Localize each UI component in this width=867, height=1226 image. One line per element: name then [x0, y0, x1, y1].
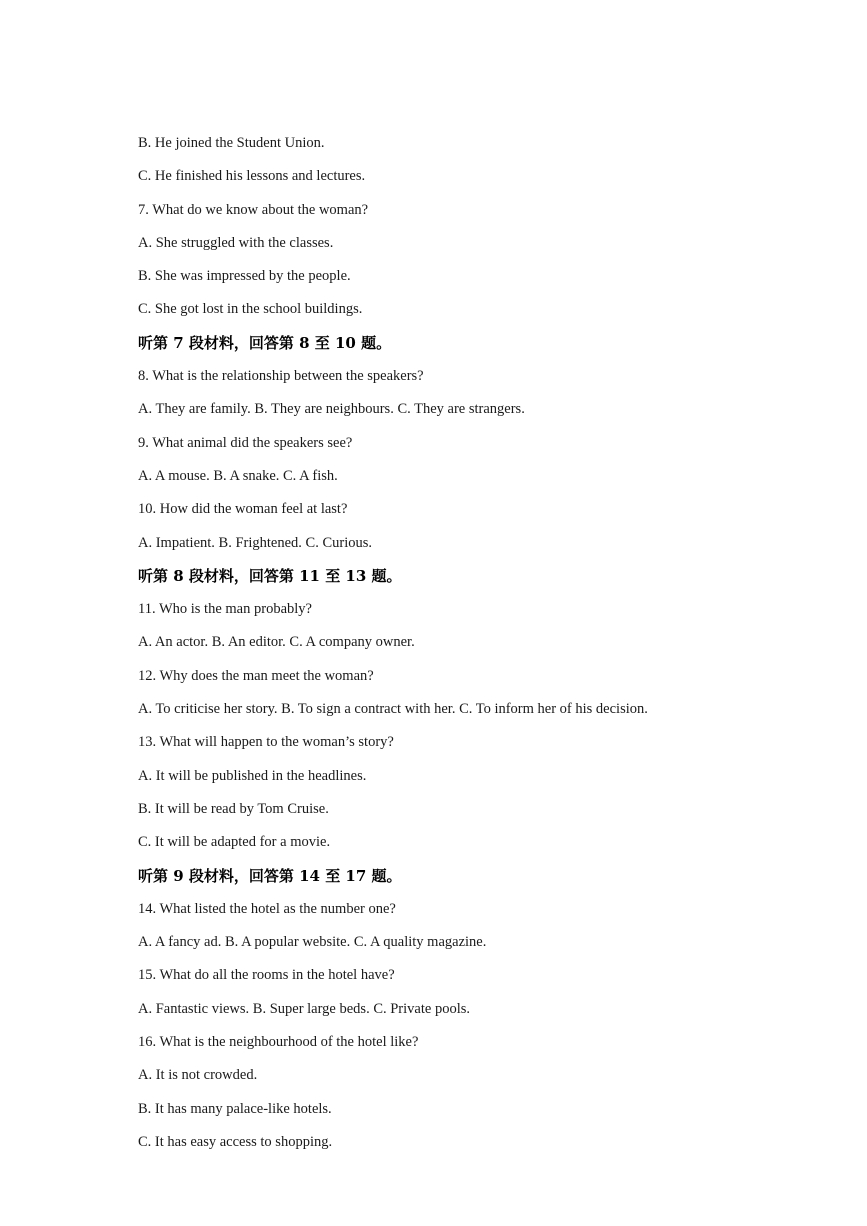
- section-heading-7: 听第 7 段材料，回答第 8 至 10 题。: [138, 333, 392, 352]
- question-15: 15. What do all the rooms in the hotel have?: [138, 967, 395, 984]
- option-7c: C. She got lost in the school buildings.: [138, 301, 363, 318]
- options-15: A. Fantastic views. B. Super large beds. C. Private pools.: [138, 1000, 470, 1017]
- options-9: A. A mouse. B. A snake. C. A fish.: [138, 467, 338, 484]
- question-13: 13. What will happen to the woman’s story?: [138, 734, 394, 751]
- option-7b: B. She was impressed by the people.: [138, 268, 351, 285]
- question-14: 14. What listed the hotel as the number one?: [138, 900, 396, 917]
- option-13c: C. It will be adapted for a movie.: [138, 834, 331, 851]
- options-8: A. They are family. B. They are neighbours. C. They are strangers.: [138, 401, 525, 418]
- option-7a: A. She struggled with the classes.: [138, 234, 334, 251]
- option-6b: B. He joined the Student Union.: [138, 135, 325, 151]
- option-16c: C. It has easy access to shopping.: [138, 1133, 333, 1150]
- option-13b: B. It will be read by Tom Cruise.: [138, 800, 329, 817]
- option-16b: B. It has many palace-like hotels.: [138, 1100, 332, 1117]
- document-content: [138, 130, 838, 1162]
- options-12: A. To criticise her story. B. To sign a contract with her. C. To inform her of his decision.: [138, 701, 648, 718]
- section-heading-8: 听第 8 段材料，回答第 11 至 13 题。: [138, 566, 402, 585]
- question-16: 16. What is the neighbourhood of the hotel like?: [138, 1034, 419, 1051]
- option-16a: A. It is not crowded.: [138, 1067, 258, 1084]
- question-7: 7. What do we know about the woman?: [138, 201, 369, 218]
- section-heading-9: 听第 9 段材料，回答第 14 至 17 题。: [138, 866, 402, 885]
- options-10: A. Impatient. B. Frightened. C. Curious.: [138, 534, 372, 551]
- options-14: A. A fancy ad. B. A popular website. C. A quality magazine.: [138, 934, 487, 951]
- option-6c: C. He finished his lessons and lectures.: [138, 168, 366, 185]
- question-12: 12. Why does the man meet the woman?: [138, 667, 374, 684]
- option-13a: A. It will be published in the headlines.: [138, 767, 367, 784]
- question-9: 9. What animal did the speakers see?: [138, 434, 353, 451]
- question-11: 11. Who is the man probably?: [138, 601, 312, 618]
- question-10: 10. How did the woman feel at last?: [138, 501, 348, 518]
- question-8: 8. What is the relationship between the speakers?: [138, 368, 424, 385]
- options-11: A. An actor. B. An editor. C. A company owner.: [138, 634, 415, 651]
